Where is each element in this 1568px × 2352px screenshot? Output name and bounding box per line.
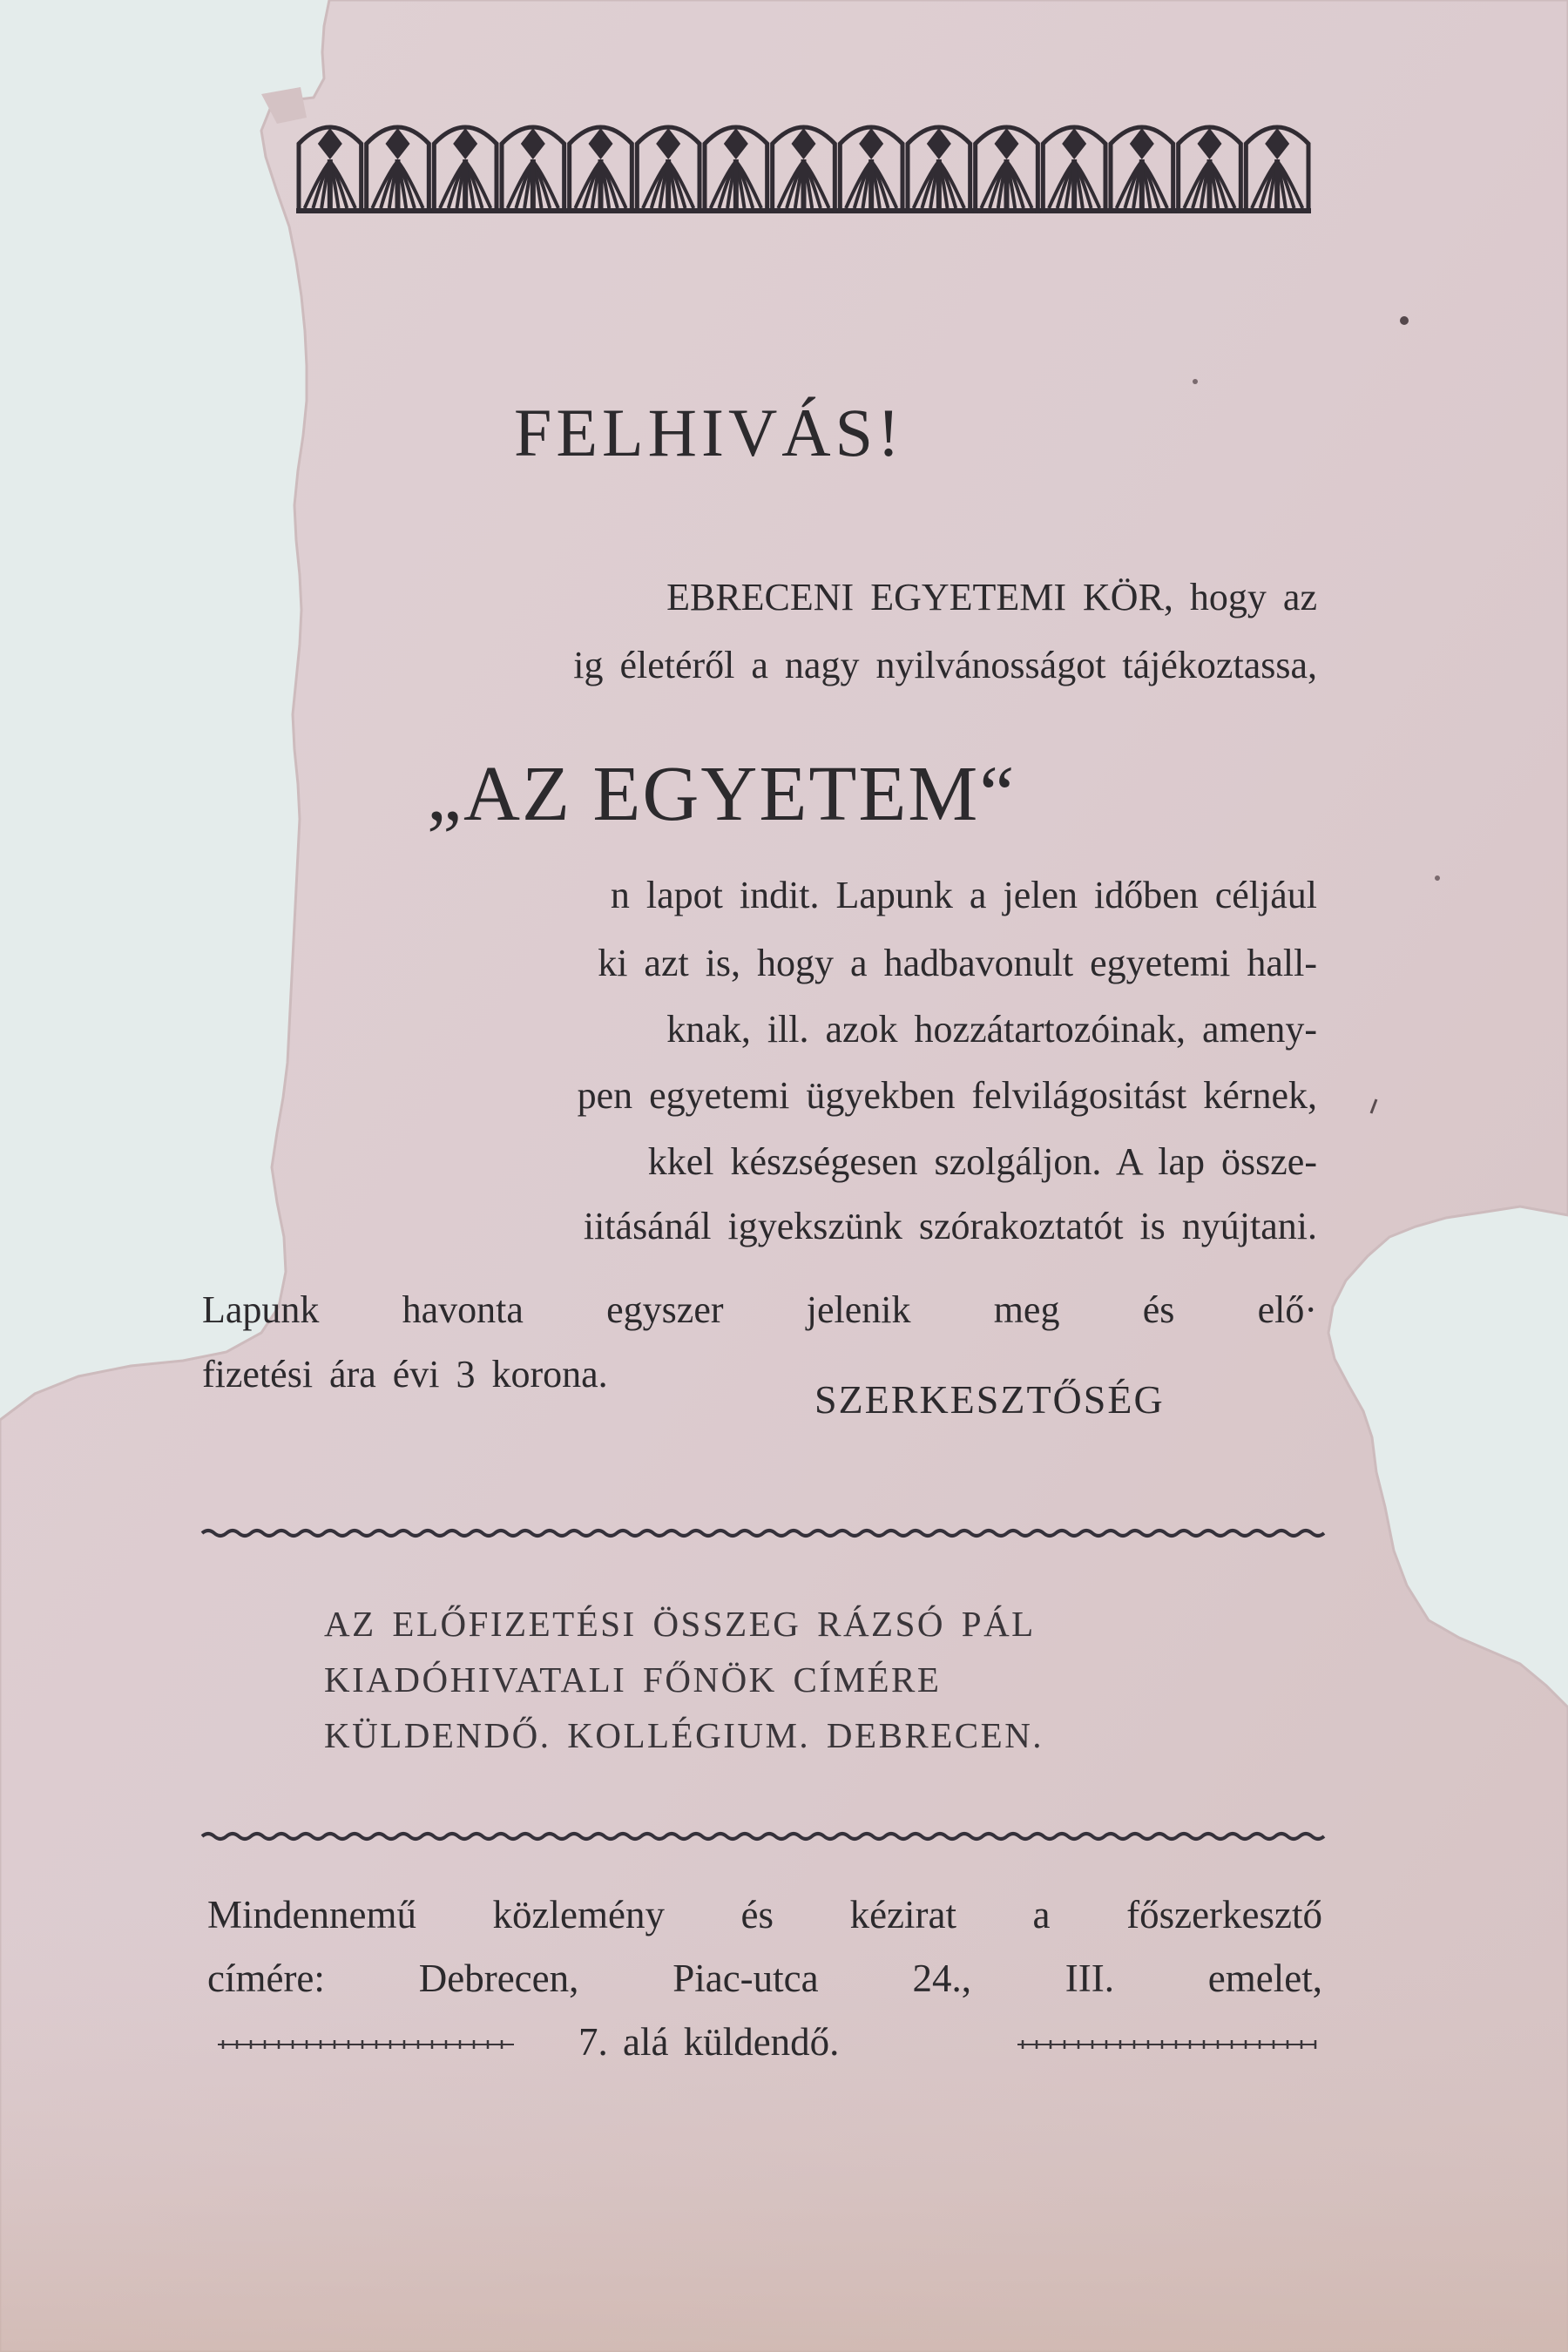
intro-line-2: ig életéről a nagy nyilvánosságot tájékoztassa,	[573, 644, 1317, 686]
intro-line-1: EBRECENI EGYETEMI KÖR, hogy az	[666, 576, 1317, 618]
correspondence-line-3: 7. alá küldendő.	[578, 2020, 840, 2064]
signature: SZERKESZTŐSÉG	[814, 1377, 1165, 1422]
payment-notice-line-3: KÜLDENDŐ. KOLLÉGIUM. DEBRECEN.	[324, 1715, 1044, 1755]
payment-notice-line-2: KIADÓHIVATALI FŐNÖK CÍMÉRE	[324, 1659, 942, 1700]
journal-name: „AZ EGYETEM“	[427, 751, 1017, 837]
body-line-2: ki azt is, hogy a hadbavonult egyetemi hall-	[598, 942, 1317, 984]
subscription-line-2: fizetési ára évi 3 korona.	[202, 1353, 608, 1396]
speck	[1400, 316, 1409, 325]
body-line-1: n lapot indit. Lapunk a jelen időben céljául	[610, 874, 1317, 916]
body-line-4: pen egyetemi ügyekben felvilágositást kérnek,	[577, 1074, 1317, 1117]
correspondence-line-2: címére: Debrecen, Piac-utca 24., III. emelet,	[207, 1957, 1322, 2000]
payment-notice-line-1: AZ ELŐFIZETÉSI ÖSSZEG RÁZSÓ PÁL	[324, 1604, 1036, 1644]
body-line-3: knak, ill. azok hozzátartozóinak, ameny-	[666, 1008, 1317, 1051]
speck	[1193, 379, 1198, 384]
body-line-6: iitásánál igyekszünk szórakoztatót is nyújtani.	[583, 1205, 1317, 1247]
body-line-5: kkel készségesen szolgáljon. A lap össze-	[647, 1140, 1317, 1183]
page-title: FELHIVÁS!	[514, 395, 904, 470]
speck	[1435, 875, 1440, 881]
subscription-line-1: Lapunk havonta egyszer jelenik meg és elő·	[202, 1288, 1317, 1331]
correspondence-line-1: Mindennemű közlemény és kézirat a főszerkesztő	[207, 1893, 1322, 1936]
